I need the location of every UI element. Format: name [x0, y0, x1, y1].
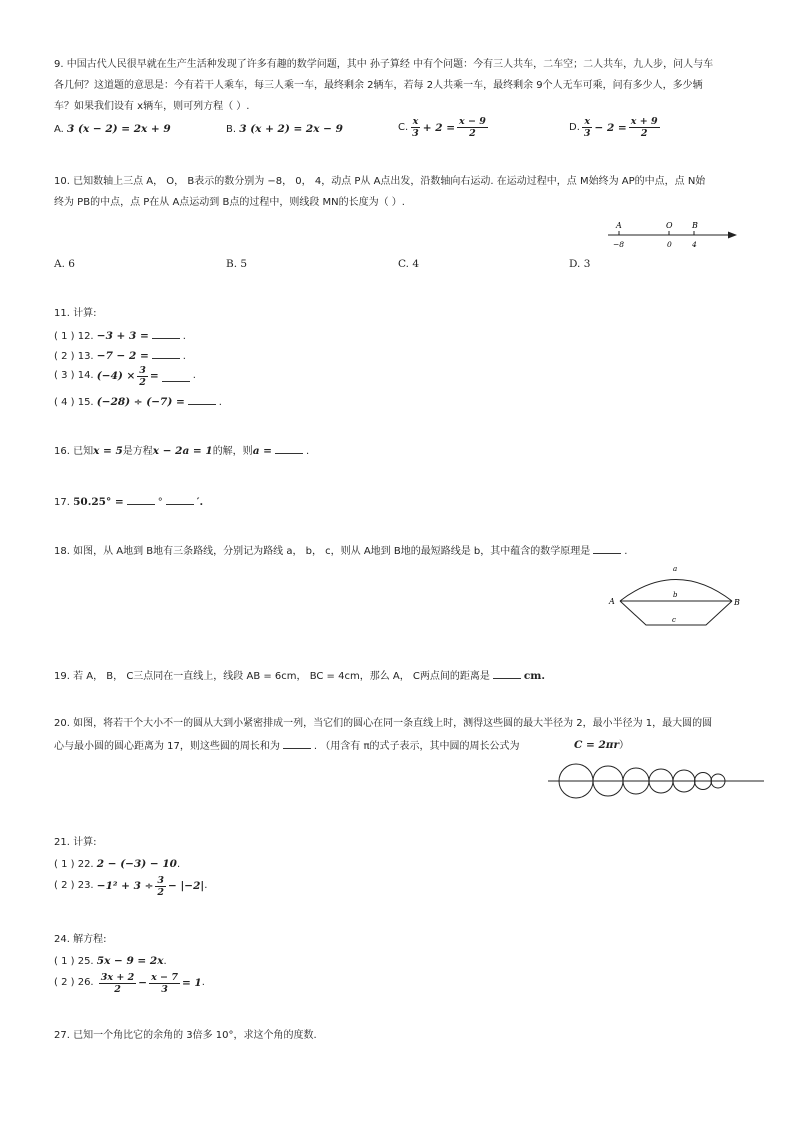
- q9-option-b-eq: 3 (x + 2) = 2x − 9: [239, 123, 343, 135]
- q9-option-a: [54, 122, 171, 137]
- q24-sub2-post: = 1: [181, 977, 202, 989]
- label-0: 0: [667, 240, 672, 249]
- frac-num: x − 7: [151, 971, 178, 983]
- q21-sub2-label: ( 2 ) 23.: [54, 880, 94, 891]
- q21-sub1-label: ( 1 ) 22.: [54, 859, 94, 870]
- q9-option-c-frac2: [457, 116, 488, 139]
- q9-line1: 9. 中国古代人民很早就在生产生活种发现了许多有趣的数学问题，其中 孙子算经 中有个问题：今有三人共车，二车空；二人共车，九人步，问人与车: [54, 59, 714, 70]
- q21-sub1: [54, 857, 180, 872]
- q11-sub3-eq: (−4) ×: [96, 370, 136, 382]
- q21-sub2-frac: [155, 875, 166, 898]
- answer-blank[interactable]: [493, 668, 521, 679]
- q21-sub1-eq: 2 − (−3) − 10: [96, 858, 177, 870]
- period: .: [305, 446, 310, 457]
- route-figure: [606, 562, 742, 632]
- q16-mid: 是方程: [122, 446, 153, 457]
- answer-blank[interactable]: [162, 371, 190, 382]
- q11-sub1: [54, 328, 186, 344]
- answer-blank[interactable]: [275, 443, 303, 454]
- label-o: O: [666, 221, 673, 230]
- q9-option-d-label: D.: [569, 121, 580, 133]
- answer-blank[interactable]: [152, 328, 180, 339]
- answer-blank[interactable]: [152, 348, 180, 359]
- frac-den: 3: [412, 128, 419, 139]
- q24-sub2-op: −: [138, 977, 148, 989]
- q20-line2-post: . （用含有 π的式子表示，其中圆的周长公式为: [313, 741, 520, 752]
- answer-blank-minutes[interactable]: [166, 494, 194, 505]
- period: .: [624, 546, 628, 557]
- q21-title: 21. 计算:: [54, 837, 97, 848]
- point-b-label: B: [734, 598, 740, 607]
- q11-sub1-eq: −3 + 3 =: [96, 330, 149, 342]
- q9-option-b: [226, 122, 343, 137]
- q11-sub4: [54, 394, 222, 410]
- q9-option-a-eq: 3 (x − 2) = 2x + 9: [67, 123, 171, 135]
- q19-unit: cm.: [523, 670, 546, 682]
- frac-den: 3: [161, 983, 168, 995]
- frac-num: x + 9: [630, 116, 658, 127]
- point-a-label: A: [609, 597, 615, 606]
- period: .: [176, 859, 181, 870]
- period: .: [182, 331, 186, 342]
- q19: [54, 668, 545, 684]
- q24-sub2-frac1: [99, 972, 136, 995]
- period: .: [163, 956, 167, 967]
- q17-pre: 17.: [54, 497, 70, 508]
- frac-den: 2: [139, 376, 146, 388]
- period: .: [182, 351, 186, 362]
- period: .: [204, 880, 208, 891]
- q9-line2: 各几何？这道题的意思是：今有若干人乘车，每三人乘一车，最终剩余 2辆车，若每 2人共乘一车，最终剩余 9个人无车可乘，问有多少人，多少辆: [54, 80, 703, 91]
- period: .: [218, 397, 222, 408]
- route-c-label: c: [672, 616, 676, 624]
- q16-eq1: x = 5: [93, 445, 123, 457]
- q9-option-c: [398, 116, 490, 139]
- label-neg8: −8: [613, 240, 625, 249]
- q11-sub3-label: ( 3 ) 14.: [54, 370, 94, 381]
- q10-option-c: C. 4: [398, 258, 420, 270]
- q19-text: 19. 若 A， B， C三点同在一直线上，线段 AB = 6cm， BC = 4cm，那么 A， C两点间的距离是: [54, 671, 490, 682]
- q20-line2-pre: 心与最小圆的圆心距离为 17，则这些圆的周长和为: [54, 741, 280, 752]
- q11-sub2-eq: −7 − 2 =: [96, 350, 149, 362]
- q20-line2: [54, 738, 519, 754]
- answer-blank[interactable]: [593, 543, 621, 554]
- answer-blank[interactable]: [283, 738, 311, 749]
- q11-sub2-label: ( 2 ) 13.: [54, 351, 94, 362]
- q16-eq2: x − 2a = 1: [152, 445, 213, 457]
- frac-num: x − 9: [459, 116, 486, 127]
- q24-title: 24. 解方程:: [54, 934, 107, 945]
- q11-sub3-equals: =: [149, 370, 159, 382]
- q24-sub1: [54, 954, 167, 969]
- q20-formula: [574, 738, 629, 753]
- frac-num: x: [584, 116, 591, 127]
- q9-option-c-frac1: [410, 116, 421, 139]
- q11-sub3: [54, 362, 196, 390]
- q16: [54, 443, 309, 459]
- q9-option-b-label: B.: [226, 124, 237, 135]
- q11-title: 11. 计算:: [54, 308, 97, 319]
- frac-den: 2: [640, 128, 648, 139]
- q24-sub1-label: ( 1 ) 25.: [54, 956, 94, 967]
- q9-option-a-label: A.: [54, 124, 64, 135]
- q21-sub2: [54, 872, 207, 900]
- q27-text: 27. 已知一个角比它的余角的 3倍多 10°，求这个角的度数.: [54, 1030, 317, 1041]
- route-c-path: [620, 601, 732, 625]
- q17-eq: 50.25° =: [73, 496, 124, 508]
- q16-mid2: 的解，则: [212, 446, 253, 457]
- q24-sub2: [54, 969, 205, 997]
- number-line-figure: [600, 216, 742, 250]
- answer-blank-degrees[interactable]: [127, 494, 155, 505]
- q20-formula-eq: C = 2πr: [574, 739, 619, 751]
- q16-eq3: a =: [252, 445, 272, 457]
- q11-sub3-frac: [137, 365, 148, 388]
- q9-line3: 车？如果我们设有 x辆车，则可列方程（ ）.: [54, 101, 250, 112]
- label-b: B: [692, 221, 698, 230]
- frac-den: 3: [583, 128, 591, 139]
- frac-num: 3x + 2: [100, 971, 135, 983]
- q10-line2: 终为 PB的中点，点 P在从 A点运动到 B点的过程中，则线段 MN的长度为（ ）.: [54, 197, 405, 208]
- route-a-label: a: [673, 565, 678, 573]
- q21-sub2-eq: −1² + 3 ÷: [96, 880, 154, 892]
- circles-figure: [546, 762, 766, 800]
- q24-sub2-label: ( 2 ) 26.: [54, 977, 94, 988]
- q10-option-a: A. 6: [54, 258, 75, 270]
- minute-symbol: ′.: [196, 496, 204, 508]
- q16-pre: 16. 已知: [54, 446, 94, 457]
- q17: [54, 494, 203, 510]
- q11-sub4-label: ( 4 ) 15.: [54, 397, 94, 408]
- q9-option-d-mid: − 2 =: [594, 121, 627, 134]
- q18-text-pre: 18. 如图，从 A地到 B地有三条路线，分别记为路线 a， b， c，则从 A地到 B地的最短路线是 b，其中蕴含的数学原理是: [54, 546, 591, 557]
- frac-num: 3: [157, 874, 164, 886]
- q10-option-b: B. 5: [226, 258, 248, 270]
- q24-sub2-frac2: [149, 972, 180, 995]
- frac-den: 2: [157, 886, 164, 898]
- q9-option-d-frac1: [582, 116, 593, 139]
- q10-line1: 10. 已知数轴上三点 A， O， B表示的数分别为 −8， 0， 4，动点 P从 A点出发，沿数轴向右运动. 在运动过程中，点 M始终为 AP的中点，点 N始: [54, 176, 706, 187]
- degree-symbol: °: [157, 497, 163, 508]
- route-b-label: b: [673, 591, 678, 599]
- period: .: [201, 977, 205, 988]
- arrow-icon: [728, 232, 737, 239]
- q9-option-c-label: C.: [398, 121, 409, 133]
- q24-sub1-eq: 5x − 9 = 2x: [96, 955, 164, 967]
- period: .: [192, 370, 196, 381]
- label-4: 4: [692, 240, 697, 249]
- frac-num: x: [412, 116, 419, 127]
- q9-option-d-frac2: [629, 116, 660, 139]
- frac-num: 3: [139, 364, 146, 376]
- frac-den: 2: [469, 128, 476, 139]
- q20-close-paren: ）: [619, 740, 629, 751]
- q11-sub4-eq: (−28) ÷ (−7) =: [96, 396, 185, 408]
- q10-option-d: D. 3: [569, 258, 591, 270]
- q11-sub1-label: ( 1 ) 12.: [54, 331, 94, 342]
- frac-den: 2: [114, 983, 121, 995]
- q18-text: [54, 543, 627, 559]
- answer-blank[interactable]: [188, 394, 216, 405]
- q20-line1: 20. 如图，将若干个大小不一的圆从大到小紧密排成一列，当它们的圆心在同一条直线上时，测得这些圆的最大半径为 2，最小半径为 1，最大圆的圆: [54, 718, 713, 729]
- q9-option-d: [569, 116, 662, 139]
- q21-sub2-post: − |−2|: [168, 880, 205, 892]
- q9-option-c-mid: + 2 =: [422, 121, 456, 134]
- label-a: A: [616, 221, 622, 230]
